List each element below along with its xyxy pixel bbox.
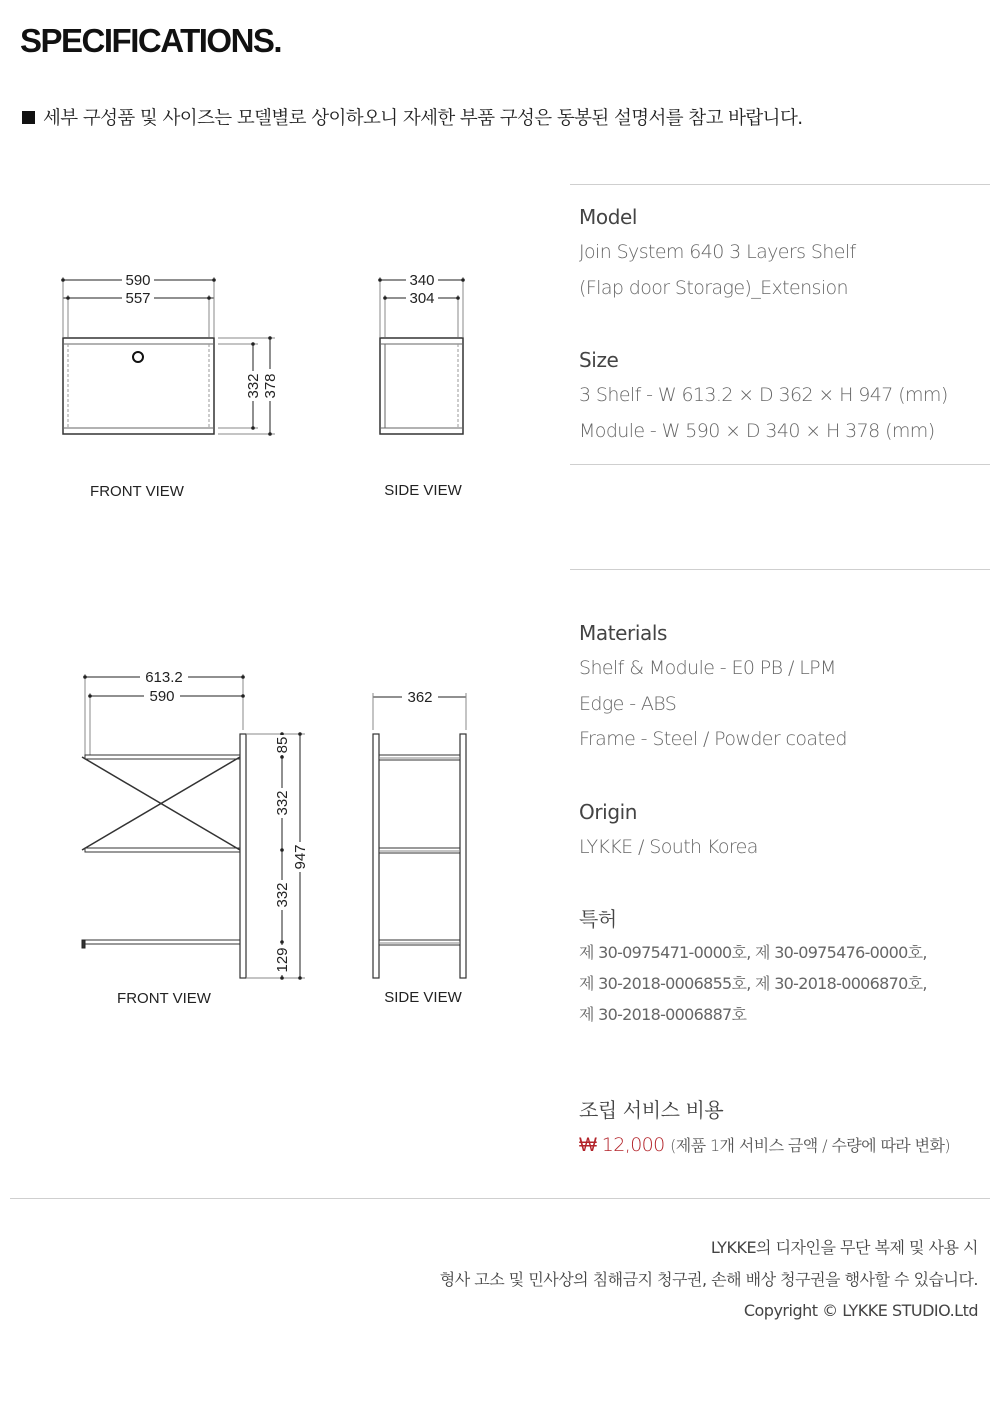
size-line-1: 3 Shelf - W 613.2 × D 362 × H 947 (mm): [579, 384, 948, 406]
materials-line-2: Edge - ABS: [579, 692, 677, 715]
notice-label: 세부 구성품 및 사이즈는 모델별로 상이하오니 자세한 부품 구성은 동봉된 설명서를 참고 바랍니다.: [43, 108, 803, 129]
patent-line-2: 제 30-2018-0006855호, 제 30-2018-0006870호,: [579, 974, 927, 993]
materials-line-1: Shelf & Module - E0 PB / LPM: [579, 657, 836, 679]
divider-top: [570, 184, 990, 185]
service-note: (제품 1개 서비스 금액 / 수량에 따라 변화): [670, 1136, 951, 1155]
side-view-label-bottom: SIDE VIEW: [384, 989, 462, 1006]
patent-line-1: 제 30-0975471-0000호, 제 30-0975476-0000호,: [579, 943, 927, 962]
dim-947: 947: [292, 844, 309, 870]
dim-304: 304: [409, 290, 435, 307]
module-drawing: [40, 255, 500, 515]
divider-materials: [570, 569, 990, 570]
front-view-label: FRONT VIEW: [90, 483, 184, 500]
origin-line: LYKKE / South Korea: [579, 835, 758, 858]
spec-model-size: [579, 199, 948, 449]
patent-heading: 특허: [579, 907, 617, 931]
notice-text: [22, 104, 803, 130]
dim-613-2: 613.2: [145, 669, 183, 686]
dim-590: 590: [125, 272, 151, 289]
dim-378: 378: [262, 373, 279, 399]
patent-line-3: 제 30-2018-0006887호: [579, 1005, 747, 1024]
origin-heading: Origin: [579, 799, 638, 824]
model-heading: Model: [579, 205, 638, 229]
size-line-2: Module - W 590 × D 340 × H 378 (mm): [579, 419, 935, 442]
dim-332-lower: 332: [274, 882, 291, 908]
footer-line-1: LYKKE의 디자인을 무단 복제 및 사용 시: [710, 1238, 978, 1257]
spec-materials: [579, 615, 927, 1030]
model-line-1: Join System 640 3 Layers Shelf: [579, 241, 856, 263]
service-heading: 조립 서비스 비용: [579, 1098, 724, 1122]
dim-332-upper: 332: [274, 790, 291, 816]
dim-557: 557: [125, 290, 151, 307]
dim-590-bottom: 590: [149, 688, 175, 705]
dim-362: 362: [407, 689, 433, 706]
dim-85: 85: [274, 736, 291, 754]
footer-copyright: Copyright © LYKKE STUDIO.Ltd: [743, 1301, 978, 1320]
dim-129: 129: [274, 947, 291, 973]
footer: [440, 1232, 978, 1327]
size-heading: Size: [579, 348, 619, 372]
assembly-service: [579, 1092, 950, 1164]
model-line-2: (Flap door Storage)_Extension: [579, 276, 848, 299]
divider-mid: [570, 464, 990, 465]
materials-heading: Materials: [579, 621, 668, 645]
dim-340: 340: [409, 272, 435, 289]
divider-footer: [10, 1198, 990, 1199]
bullet-square-icon: [22, 111, 35, 124]
dim-332: 332: [245, 373, 262, 399]
front-view-label-bottom: FRONT VIEW: [117, 990, 211, 1007]
shelf-drawing: [60, 660, 500, 1020]
service-price: ₩ 12,000: [579, 1134, 665, 1156]
side-view-label: SIDE VIEW: [384, 482, 462, 499]
materials-line-3: Frame - Steel / Powder coated: [579, 728, 847, 750]
footer-line-2: 형사 고소 및 민사상의 침해금지 청구권, 손해 배상 청구권을 행사할 수 있습니다.: [439, 1269, 978, 1289]
page-title: SPECIFICATIONS.: [20, 22, 282, 59]
